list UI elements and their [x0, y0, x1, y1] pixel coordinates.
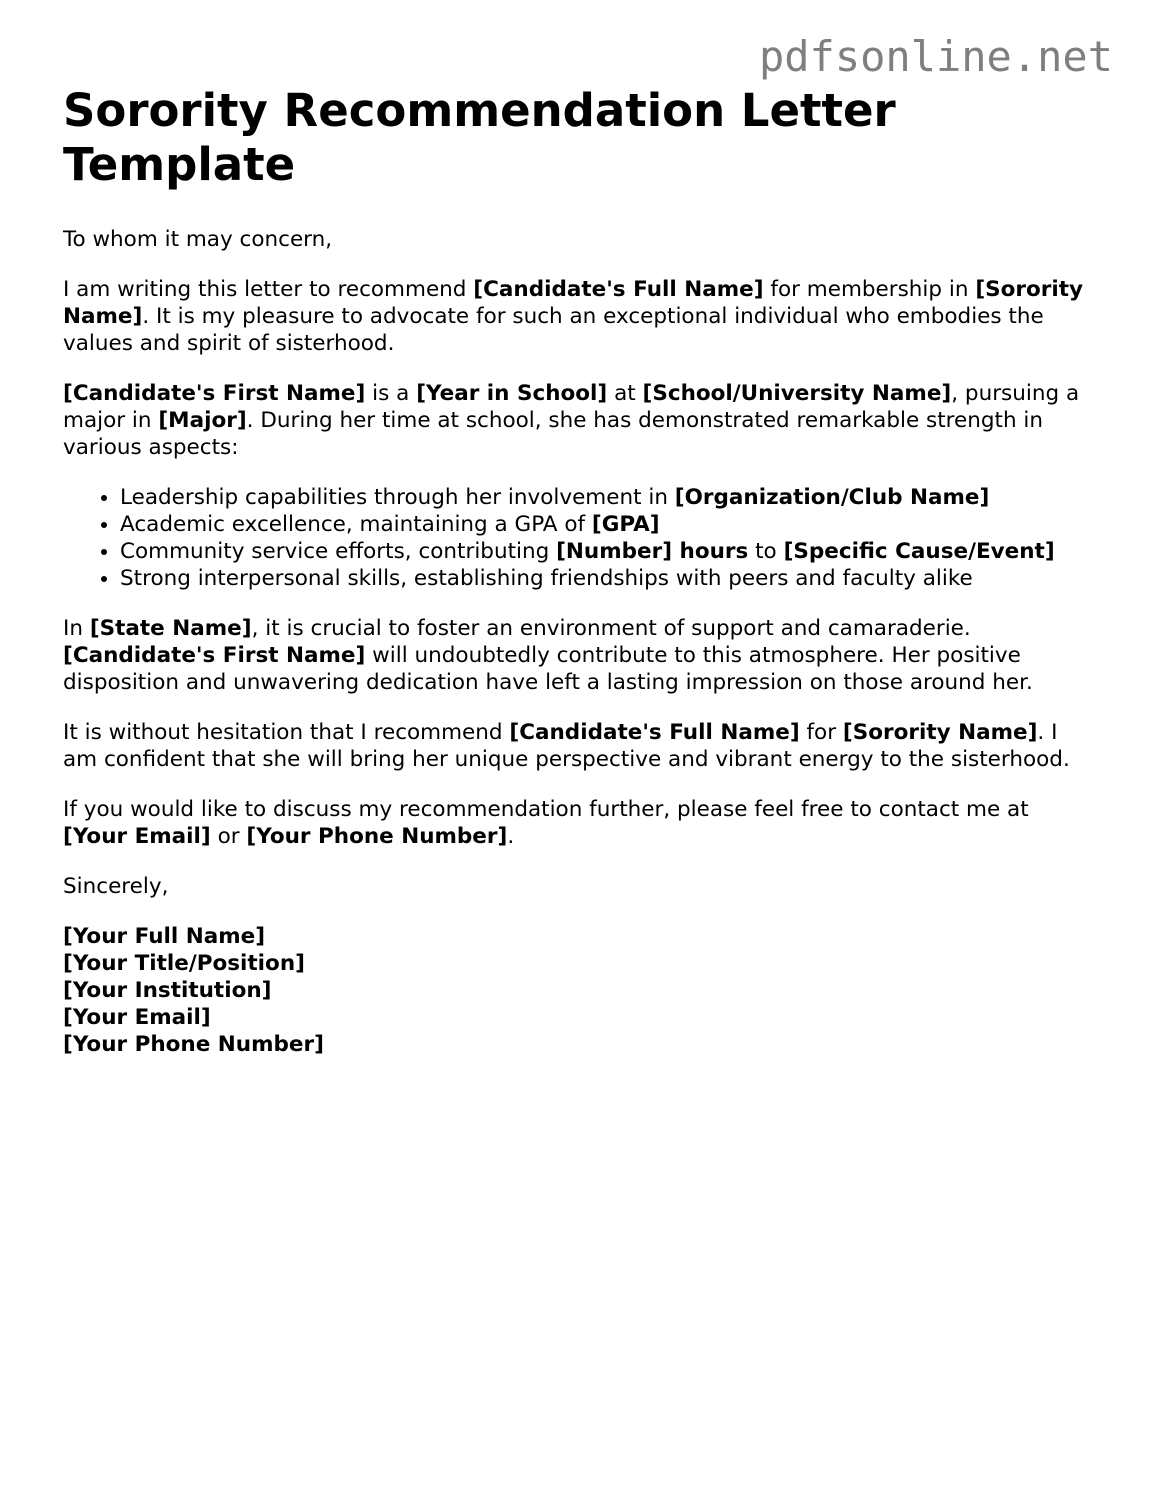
text: at	[607, 381, 643, 406]
placeholder-candidate-full-name: [Candidate's Full Name]	[509, 720, 800, 745]
watermark: pdfsonline.net	[758, 32, 1113, 81]
closing: Sincerely,	[63, 874, 169, 899]
text: , it is crucial to foster an environment of support and camaraderie.	[251, 616, 971, 641]
text: Community service efforts, contributing	[120, 539, 557, 564]
signature-institution: [Your Institution]	[63, 978, 272, 1003]
text: Strong interpersonal skills, establishing friendships with peers and faculty alike	[120, 566, 973, 591]
list-item	[120, 565, 1093, 592]
placeholder-candidate-first-name: [Candidate's First Name]	[63, 381, 366, 406]
placeholder-number-hours: [Number] hours	[556, 539, 749, 564]
paragraph-state	[63, 615, 1093, 696]
text: or	[210, 824, 247, 849]
placeholder-candidate-full-name: [Candidate's Full Name]	[473, 277, 764, 302]
signature-title: [Your Title/Position]	[63, 951, 305, 976]
text: In	[63, 616, 90, 641]
text: Leadership capabilities through her involvement in	[120, 485, 675, 510]
text: It is without hesitation that I recommend	[63, 720, 510, 745]
text: . During her time at school, she has demonstrated remarkable strength in various aspects:	[63, 408, 1044, 460]
paragraph-recommendation	[63, 719, 1093, 773]
placeholder-your-phone: [Your Phone Number]	[246, 824, 508, 849]
text: I am writing this letter to recommend	[63, 277, 474, 302]
page-title: Sorority Recommendation Letter Template	[63, 84, 896, 191]
signature-block	[63, 923, 1093, 1058]
text: .	[507, 824, 515, 849]
placeholder-specific-cause: [Specific Cause/Event]	[783, 539, 1055, 564]
greeting: To whom it may concern,	[63, 227, 333, 252]
list-item	[120, 484, 1093, 511]
text: , pursuing a major in	[63, 381, 1080, 433]
paragraph-background	[63, 380, 1093, 461]
placeholder-state-name: [State Name]	[89, 616, 252, 641]
placeholder-sorority-name: [Sorority Name]	[842, 720, 1038, 745]
placeholder-candidate-first-name: [Candidate's First Name]	[63, 643, 366, 668]
placeholder-major: [Major]	[158, 408, 247, 433]
letter-page	[63, 84, 1093, 1058]
signature-email: [Your Email]	[63, 1005, 211, 1030]
signature-name: [Your Full Name]	[63, 924, 266, 949]
text: for membership in	[763, 277, 976, 302]
list-item	[120, 511, 1093, 538]
text: If you would like to discuss my recommendation further, please feel free to contact me at	[63, 797, 1029, 822]
paragraph-contact	[63, 796, 1093, 850]
placeholder-gpa: [GPA]	[591, 512, 660, 537]
text: for	[799, 720, 843, 745]
text: . I am confident that she will bring her unique perspective and vibrant energy to the sisterhood.	[63, 720, 1070, 772]
placeholder-school-name: [School/University Name]	[642, 381, 952, 406]
placeholder-sorority-name: [Sorority Name]	[63, 277, 1084, 329]
placeholder-your-email: [Your Email]	[63, 824, 211, 849]
text: to	[748, 539, 784, 564]
paragraph-intro	[63, 276, 1093, 357]
placeholder-year-in-school: [Year in School]	[416, 381, 608, 406]
text: is a	[365, 381, 417, 406]
text: Academic excellence, maintaining a GPA of	[120, 512, 592, 537]
placeholder-organization: [Organization/Club Name]	[674, 485, 990, 510]
signature-phone: [Your Phone Number]	[63, 1032, 324, 1057]
strengths-list	[63, 484, 1093, 592]
text: will undoubtedly contribute to this atmosphere. Her positive disposition and unwavering dedication have left a lasting impression on those around her.	[63, 643, 1033, 695]
text: . It is my pleasure to advocate for such an exceptional individual who embodies the values and spirit of sisterhood.	[63, 304, 1044, 356]
list-item	[120, 538, 1093, 565]
